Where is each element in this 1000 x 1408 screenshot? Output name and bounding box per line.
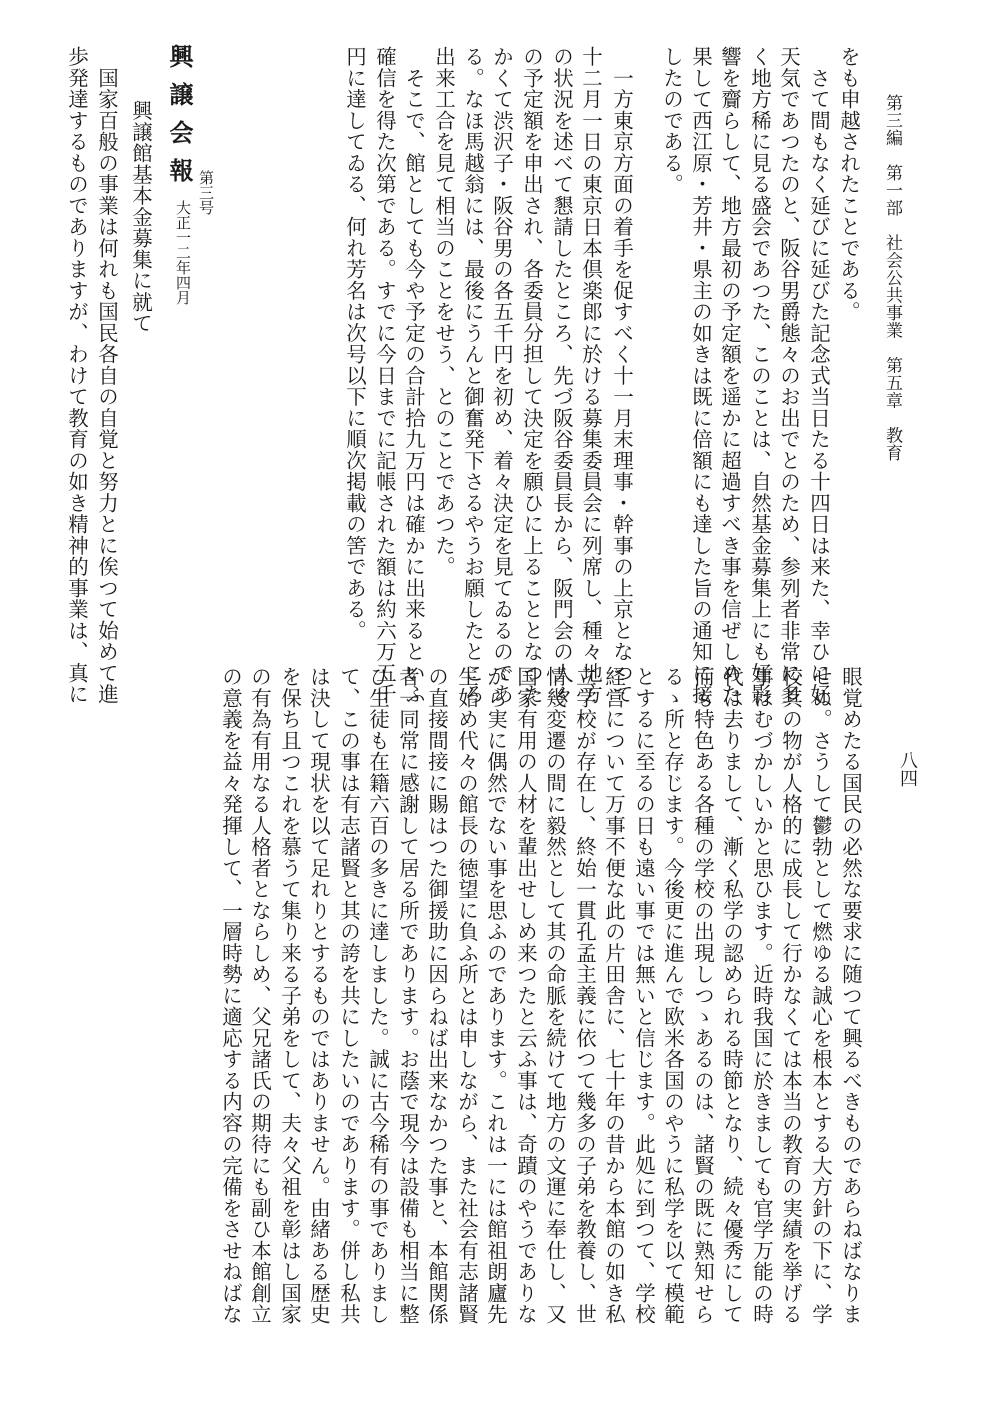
lower-text-line: 経営について万事不便な此の片田舎に、七十年の昔から本館の如き私 bbox=[601, 666, 626, 1325]
lower-text-line: 立学校が存在し、終始一貫孔孟主義に依つて幾多の子弟を教養し、世 bbox=[572, 666, 597, 1325]
upper-text-line: 天気であつたのと、阪谷男爵態々のお出でとのため、参列者非常に多 bbox=[776, 46, 801, 705]
upper-body-line: 歩発達するものでありますが、わけて教育の如き精神的事業は、真に bbox=[64, 46, 89, 705]
lower-text-line: 生始め代々の館長の徳望に負ふ所とは申しながら、また社会有志諸賢 bbox=[454, 666, 479, 1325]
upper-text-line: 確信を得た次第である。すでに今日までに記帳された額は約六万五千 bbox=[372, 46, 397, 705]
upper-text-line: 響を齎らして、地方最初の予定額を遥かに超過すべき事を信ぜしめた bbox=[717, 46, 742, 705]
issue-date: 大正一二年四月 bbox=[174, 200, 192, 305]
upper-text-line: く地方稀に見る盛会であつた、このことは、自然基金募集上にも好影 bbox=[747, 46, 772, 705]
lower-text-line: 事はむづかしいかと思ひます。近時我国に於きましても官学万能の時 bbox=[749, 666, 774, 1325]
lower-text-line: 校其の物が人格的に成長して行かなくては本当の教育の実績を挙げる bbox=[778, 666, 803, 1325]
upper-text-line: 出来工合を見て相当のことをせう、とのことであつた。 bbox=[431, 46, 456, 578]
lower-text-line: ひ生徒も在籍六百の多きに達しました。誠に古今稀有の事でありまし bbox=[365, 666, 390, 1325]
lower-text-line: とするに至るの日も遠い事では無いと信じます。此処に到つて、学校 bbox=[631, 666, 656, 1325]
lower-text-line: 眼覚めたる国民の必然な要求に随つて興るべきものであらねばなりま bbox=[838, 666, 863, 1325]
lower-text-line: 国家有用の人材を輩出せしめ来つたと云ふ事は、奇蹟のやうでありな bbox=[513, 666, 538, 1325]
upper-text-line: の予定額を申出され、各委員分担して決定を願ひに上ることとなつた bbox=[519, 46, 544, 705]
lower-text-line: るゝ所と存じます。今後更に進んで欧米各国のやうに私学を以て模範 bbox=[660, 666, 685, 1325]
lower-text-line: 情幾変遷の間に毅然として其の命脈を続けて地方の文運に奉仕し、又 bbox=[542, 666, 567, 1325]
upper-text-line: る。なほ馬越翁には、最後にうんと御奮発下さるやうお願したところ bbox=[460, 46, 485, 705]
upper-text-line: そこで、館としても今や予定の合計拾九万円は確かに出来るといふ bbox=[401, 46, 426, 705]
lower-text-line: の有為有用なる人格者とならしめ、父兄諸氏の期待にも副ひ本館創立 bbox=[247, 666, 272, 1325]
upper-text-line: をも申越されたことである。 bbox=[836, 46, 861, 323]
subheading: 興譲館基本金募集に就て bbox=[128, 100, 153, 334]
upper-text-line: さて間もなく延びに延びた記念式当日たる十四日は来た、幸ひに好 bbox=[806, 46, 831, 705]
lower-text-line: の直接間接に賜はつた御援助に因らねば出来なかつた事と、本館関係 bbox=[424, 666, 449, 1325]
lower-text-line: の意義を益々発揮して、一層時勢に適応する内容の完備をさせねばな bbox=[218, 666, 243, 1325]
upper-text-line: 円に達してゐる、何れ芳名は次号以下に順次掲載の筈である。 bbox=[342, 46, 367, 641]
lower-text-line: は決して現状を以て足れりとするものではありません。由緒ある歴史 bbox=[306, 666, 331, 1325]
lower-text-line: がら実に偶然でない事を思ふのであります。これは一には館祖朗廬先 bbox=[483, 666, 508, 1325]
upper-text-line: したのである。 bbox=[659, 46, 684, 195]
page-number: 八四 bbox=[897, 751, 918, 787]
upper-text-line: かくて渋沢子・阪谷男の各五千円を初め、着々決定を見てゐるのであ bbox=[489, 46, 514, 705]
issue-number: 第三号 bbox=[197, 170, 215, 215]
upper-text-line: 一方東京方面の着手を促すべく十一月末理事・幹事の上京となつて bbox=[609, 46, 634, 705]
upper-text-line: 十二月一日の東京日本倶楽郎に於ける募集委員会に列席し、種々地方 bbox=[578, 46, 603, 705]
lower-text-line: 者一同常に感謝して居る所であります。お蔭で現今は設備も相当に整 bbox=[395, 666, 420, 1325]
heading-kojokaiho: 興譲会報 bbox=[165, 44, 194, 196]
running-head: 第三編 第一部 社会公共事業 第五章 教育 bbox=[882, 94, 902, 462]
lower-text-line: せぬ。さうして鬱勃として燃ゆる誠心を根本とする大方針の下に、学 bbox=[808, 666, 833, 1325]
lower-text-line: を保ち且つこれを慕うて集り来る子弟をして、夫々父祖を彰はし国家 bbox=[277, 666, 302, 1325]
lower-text-line: 代は去りまして、漸く私学の認められる時節となり、続々優秀にして bbox=[719, 666, 744, 1325]
lower-text-line: て、この事は有志諸賢と其の誇を共にしたいのであります。併し私共 bbox=[336, 666, 361, 1325]
upper-text-line: の状況を述べて懇請したところ、先づ阪谷委員長から、阪門会の人々 bbox=[549, 46, 574, 705]
lower-text-line: 而も特色ある各種の学校の出現しつゝあるのは、諸賢の既に熟知せら bbox=[690, 666, 715, 1325]
upper-body-line: 国家百般の事業は何れも国民各自の自覚と努力とに俟つて始めて進 bbox=[94, 46, 119, 705]
upper-text-line: 果して西江原・芳井・県主の如きは既に倍額にも達した旨の通知に接 bbox=[688, 46, 713, 705]
